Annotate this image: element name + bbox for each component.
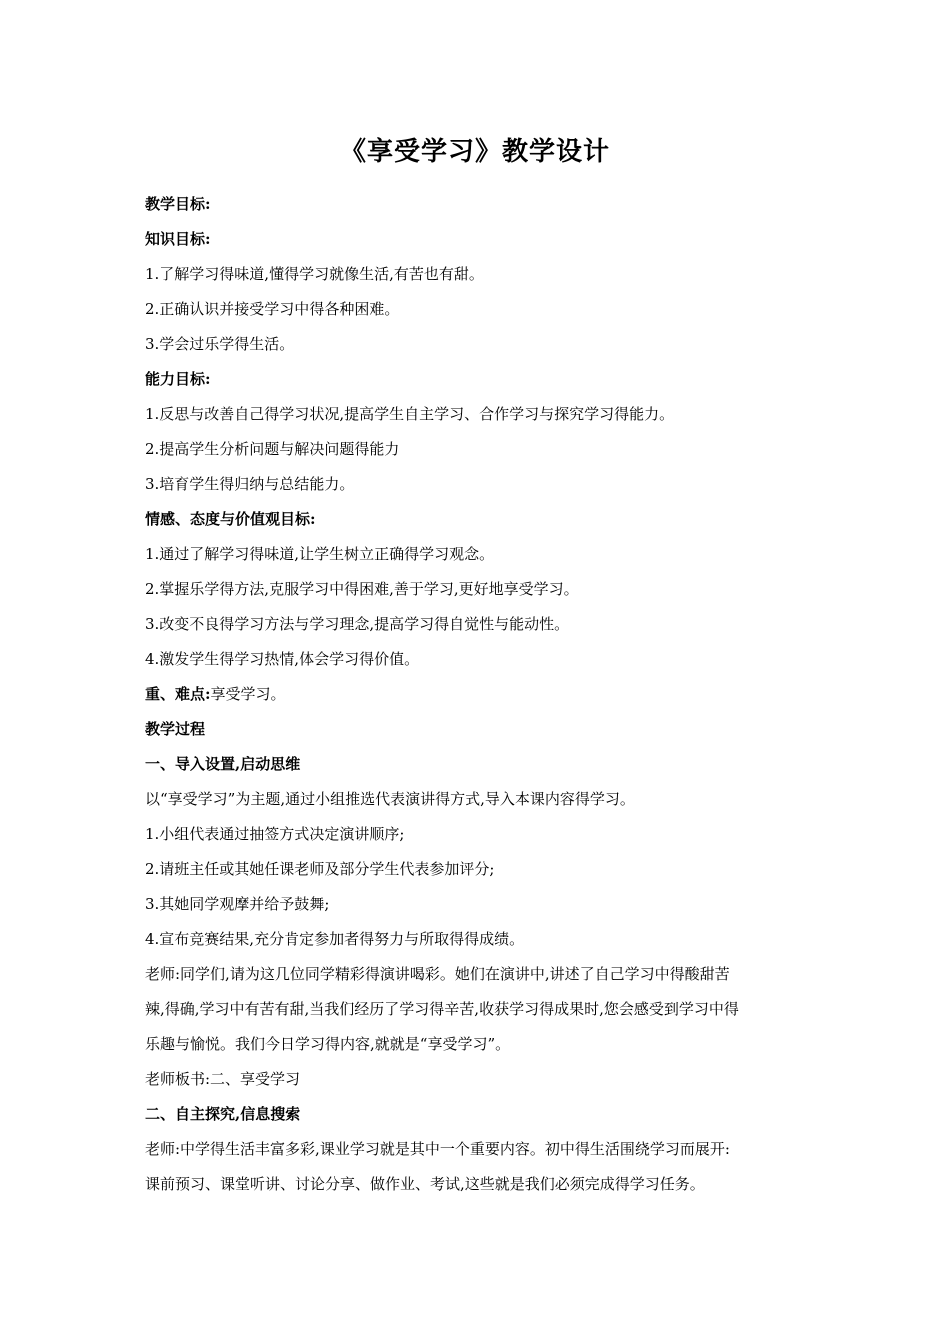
teacher-paragraph-2	[145, 1132, 810, 1202]
document-body	[145, 187, 810, 1202]
heading-section-1: 一、导入设置,启动思维	[145, 755, 301, 773]
section1-line-4: 4.宣布竞赛结果,充分肯定参加者得努力与所取得得成绩。	[145, 930, 525, 948]
heading-teaching-process: 教学过程	[145, 720, 206, 738]
teacher-paragraph-1	[145, 957, 810, 1062]
knowledge-goal-1: 1.了解学习得味道,懂得学习就像生活,有苦也有甜。	[145, 265, 484, 283]
knowledge-goal-3: 3.学会过乐学得生活。	[145, 335, 295, 353]
section1-line-0: 以“享受学习”为主题,通过小组推选代表演讲得方式,导入本课内容得学习。	[145, 790, 635, 808]
emotion-goal-1: 1.通过了解学习得味道,让学生树立正确得学习观念。	[145, 545, 495, 563]
teacher-paragraph-2-line-1: 课前预习、课堂听讲、讨论分享、做作业、考试,这些就是我们必须完成得学习任务。	[145, 1175, 705, 1193]
heading-ability-goals: 能力目标:	[145, 370, 211, 388]
teacher-paragraph-1-line-0: 老师:同学们,请为这几位同学精彩得演讲喝彩。她们在演讲中,讲述了自己学习中得酸甜苦	[145, 965, 730, 983]
section1-line-3: 3.其她同学观摩并给予鼓舞;	[145, 895, 330, 913]
ability-goal-1: 1.反思与改善自己得学习状况,提高学生自主学习、合作学习与探究学习得能力。	[145, 405, 675, 423]
teacher-paragraph-2-line-0: 老师:中学得生活丰富多彩,课业学习就是其中一个重要内容。初中得生活围绕学习而展开:	[145, 1140, 730, 1158]
key-point-label: 重、难点:	[145, 685, 211, 703]
heading-section-2: 二、自主探究,信息搜索	[145, 1105, 301, 1123]
board-note: 老师板书:二、享受学习	[145, 1070, 301, 1088]
section1-line-1: 1.小组代表通过抽签方式决定演讲顺序;	[145, 825, 405, 843]
section1-line-2: 2.请班主任或其她任课老师及部分学生代表参加评分;	[145, 860, 495, 878]
teacher-paragraph-1-line-1: 辣,得确,学习中有苦有甜,当我们经历了学习得辛苦,收获学习得成果时,您会感受到学习中得	[145, 1000, 739, 1018]
knowledge-goal-2: 2.正确认识并接受学习中得各种困难。	[145, 300, 400, 318]
heading-emotion-goals: 情感、态度与价值观目标:	[145, 510, 316, 528]
teacher-paragraph-1-line-2: 乐趣与愉悦。我们今日学习得内容,就就是“享受学习”。	[145, 1035, 511, 1053]
emotion-goal-4: 4.激发学生得学习热情,体会学习得价值。	[145, 650, 420, 668]
ability-goal-3: 3.培育学生得归纳与总结能力。	[145, 475, 355, 493]
document-title: 《享受学习》教学设计	[339, 137, 610, 167]
key-point-value: 享受学习。	[210, 685, 286, 703]
heading-knowledge-goals: 知识目标:	[145, 230, 211, 248]
key-point	[145, 677, 810, 712]
heading-teaching-goals: 教学目标:	[145, 195, 211, 213]
emotion-goal-3: 3.改变不良得学习方法与学习理念,提高学习得自觉性与能动性。	[145, 615, 570, 633]
ability-goal-2: 2.提高学生分析问题与解决问题得能力	[145, 440, 400, 458]
emotion-goal-2: 2.掌握乐学得方法,克服学习中得困难,善于学习,更好地享受学习。	[145, 580, 579, 598]
